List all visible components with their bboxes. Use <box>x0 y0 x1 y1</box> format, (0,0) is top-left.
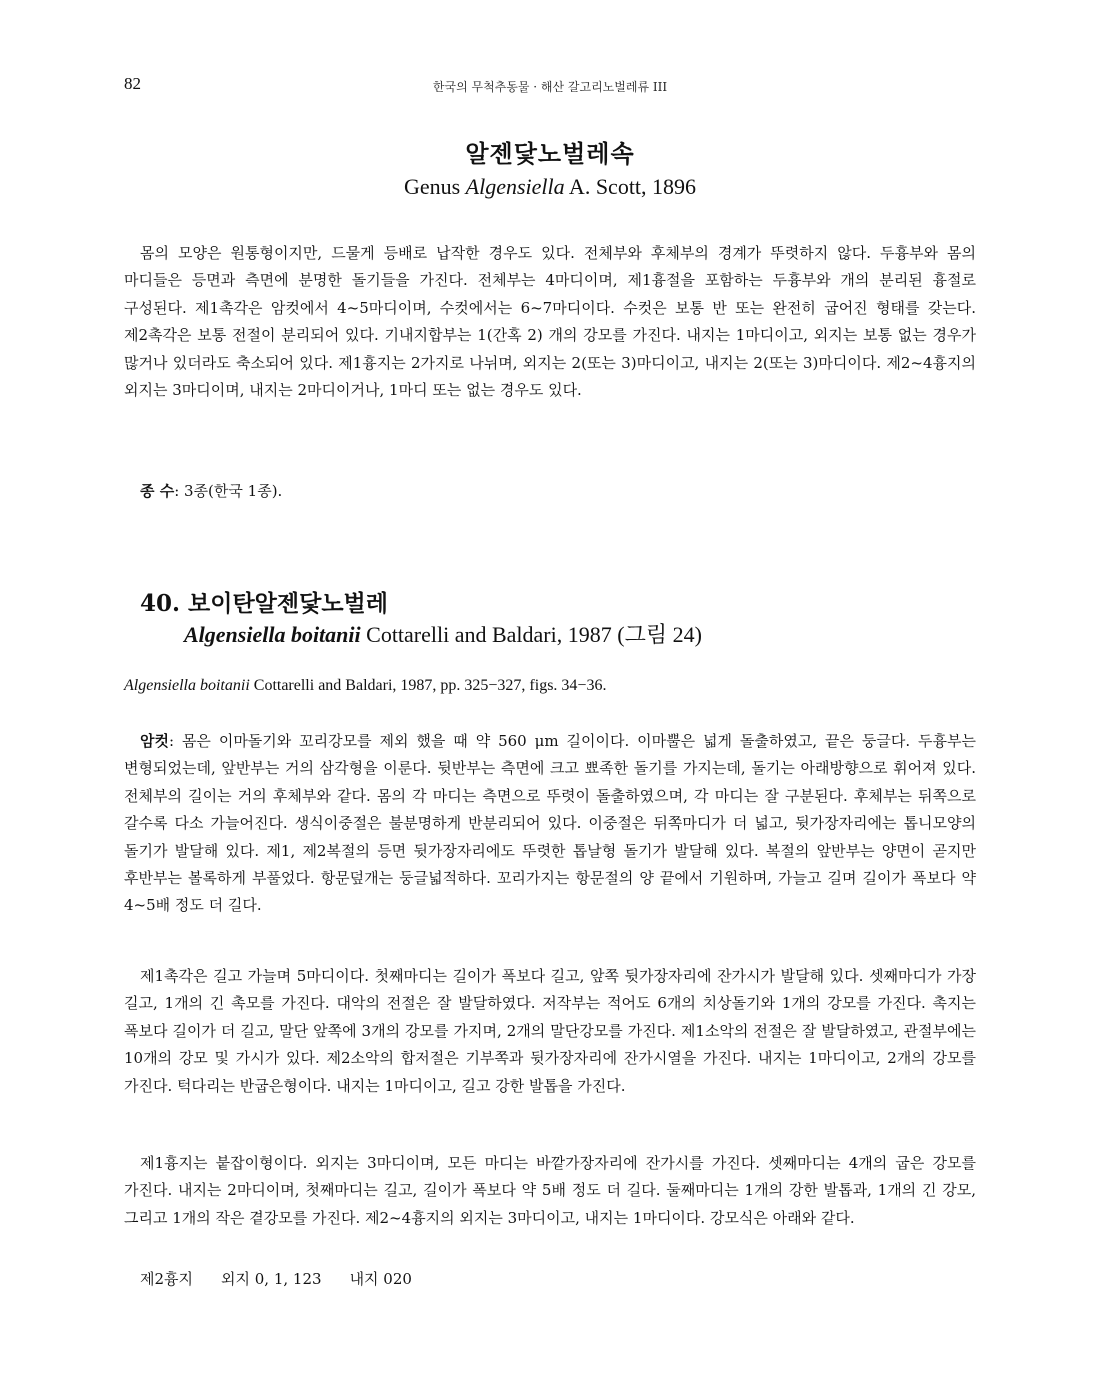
genus-title-korean: 알젠닻노벌레속 <box>465 139 635 168</box>
citation-species: Algensiella boitanii <box>124 677 250 694</box>
page-number: 82 <box>124 74 141 93</box>
genus-author: A. Scott, 1896 <box>564 174 697 199</box>
genus-description <box>124 240 976 404</box>
species-count-value: : 3종(한국 1종). <box>174 482 283 500</box>
female-text-3: 제1흉지는 붙잡이형이다. 외지는 3마디이며, 모든 마디는 바깥가장자리에 잔가시를 가진다. 셋째마디는 4개의 굽은 강모를 가진다. 내지는 2마디이며, 첫째마디는 길고, 길이가 폭보다 약 5배 정도 더 길다. 둘째마디는 1개의 강한 발톱과, 1개의 긴 강모, 그리고 1개의 작은 곁강모를 가진다. 제2~4흉지의 외지는 3마디이고, 내지는 1마디이다. 강모식은 아래와 같다. <box>124 1154 976 1227</box>
genus-name-italic: Algensiella <box>465 174 565 199</box>
citation <box>124 677 606 695</box>
genus-title-english <box>0 174 1100 200</box>
species-author: Cottarelli and Baldari, 1987 (그림 24) <box>360 622 702 647</box>
female-description-2 <box>124 963 976 1100</box>
species-count-label: 종 수 <box>140 482 175 500</box>
female-description-1 <box>124 728 976 920</box>
species-title-english <box>184 618 702 649</box>
species-name-italic: Algensiella boitanii <box>184 622 361 647</box>
genus-description-text: 몸의 모양은 원통형이지만, 드물게 등배로 납작한 경우도 있다. 전체부와 후체부의 경계가 뚜렷하지 않다. 두흉부와 몸의 마디들은 등면과 측면에 분명한 돌기들을 가진다. 전체부는 4마디이며, 제1흉절을 포함하는 두흉부와 개의 분리된 흉절로 구성된다. 제1촉각은 암컷에서 4~5마디이며, 수컷에서는 6~7마디이다. 수컷은 보통 반 또는 완전히 굽어진 형태를 갖는다. 제2촉각은 보통 전절이 분리되어 있다. 기내지합부는 1(간혹 2) 개의 강모를 가진다. 내지는 1마디이고, 외지는 보통 없는 경우가 많거나 있더라도 축소되어 있다. 제1흉지는 2가지로 나뉘며, 외지는 2(또는 3)마디이고, 내지는 2(또는 3)마디이다. 제2~4흉지의 외지는 3마디이며, 내지는 2마디이거나, 1마디 또는 없는 경우도 있다. <box>124 244 976 400</box>
formula-leg: 제2흉지 <box>140 1270 194 1288</box>
formula-endopod: 내지 020 <box>349 1270 412 1288</box>
species-title-korean: 40. 보이탄알젠닻노벌레 <box>140 590 388 617</box>
female-description-3 <box>124 1150 976 1232</box>
genus-prefix: Genus <box>403 174 466 199</box>
formula-exopod: 외지 0, 1, 123 <box>221 1270 322 1288</box>
female-text-1: : 몸은 이마돌기와 꼬리강모를 제외 했을 때 약 560 μm 길이이다. 이마뿔은 넓게 돌출하였고, 끝은 둥글다. 두흉부는 변형되었는데, 앞반부는 거의 삼각형을 이룬다. 뒷반부는 측면에 크고 뾰족한 돌기를 가지는데, 돌기는 아래방향으로 휘어져 있다. 전체부의 길이는 거의 후체부와 같다. 몸의 각 마디는 측면으로 뚜렷이 돌출하였으며, 각 마디는 잘 구분된다. 후체부는 뒤쪽으로 갈수록 다소 가늘어진다. 생식이중절은 불분명하게 반분리되어 있다. 이중절은 뒤쪽마디가 더 넓고, 뒷가장자리에는 톱니모양의 돌기가 발달해 있다. 제1, 제2복절의 등면 뒷가장자리에도 뚜렷한 톱날형 돌기가 발달해 있다. 복절의 앞반부는 양면이 곧지만 후반부는 볼록하게 부풀었다. 항문덮개는 둥글넓적하다. 꼬리가지는 항문절의 양 끝에서 기원하며, 가늘고 길며 길이가 폭보다 약 4~5배 정도 더 길다. <box>124 732 976 915</box>
running-header: 한국의 무척추동물 · 해산 갈고리노벌레류 III <box>432 80 668 94</box>
female-text-2: 제1촉각은 길고 가늘며 5마디이다. 첫째마디는 길이가 폭보다 길고, 앞쪽 뒷가장자리에 잔가시가 발달해 있다. 셋째마디가 가장 길고, 1개의 긴 촉모를 가진다. 대악의 전절은 잘 발달하였다. 저작부는 적어도 6개의 치상돌기와 1개의 강모를 가진다. 촉지는 폭보다 길이가 더 길고, 말단 앞쪽에 3개의 강모를 가지며, 2개의 말단강모를 가진다. 제1소악의 전절은 잘 발달하였고, 관절부에는 10개의 강모 및 가시가 있다. 제2소악의 합저절은 기부쪽과 뒷가장자리에 잔가시열을 가진다. 내지는 1마디이고, 2개의 강모를 가진다. 턱다리는 반굽은형이다. 내지는 1마디이고, 길고 강한 발톱을 가진다. <box>124 967 976 1095</box>
female-label: 암컷 <box>140 732 169 750</box>
species-count <box>140 480 282 501</box>
citation-reference: Cottarelli and Baldari, 1987, pp. 325−327, figs. 34−36. <box>249 677 607 694</box>
setal-formula <box>140 1268 440 1289</box>
